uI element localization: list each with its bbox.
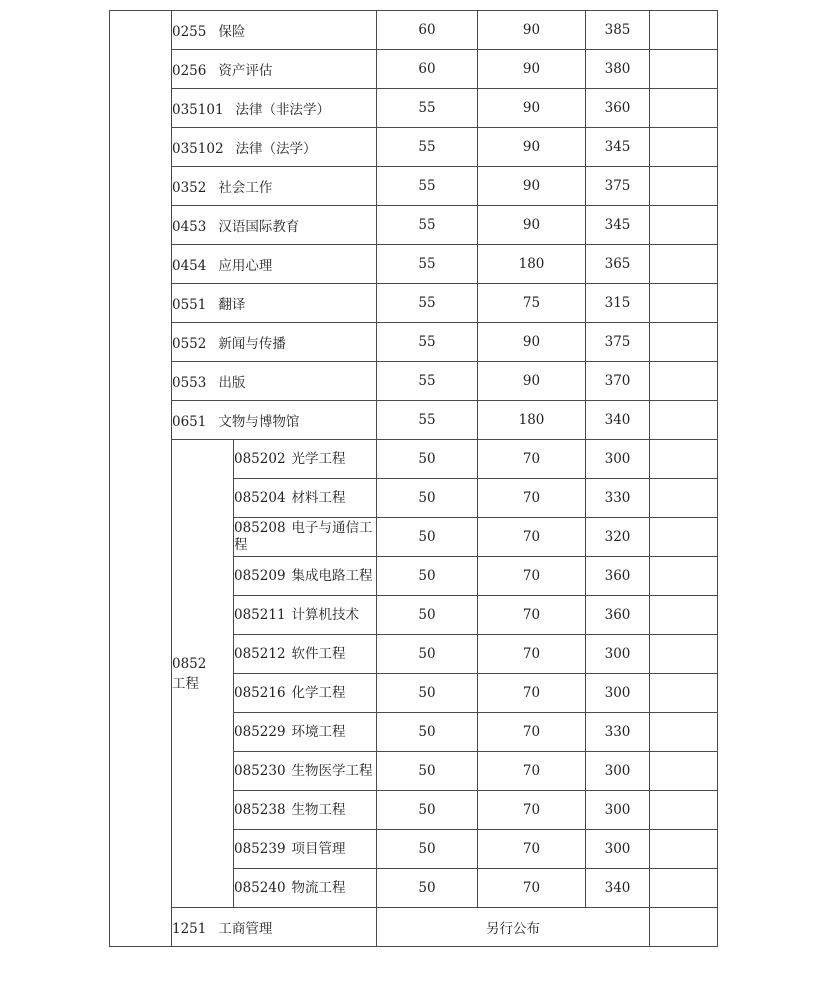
empty-cell	[650, 479, 718, 518]
table-row	[110, 284, 718, 323]
total-score: 330	[586, 713, 650, 752]
category-cell	[110, 11, 172, 947]
table-row	[110, 245, 718, 284]
subprogram-cell	[234, 635, 377, 674]
program-code: 0454	[172, 258, 207, 274]
full-subject-score: 90	[478, 323, 586, 362]
program-name: 工商管理	[218, 921, 273, 937]
subprogram-code: 085216	[234, 684, 286, 701]
subprogram-code: 085209	[234, 567, 286, 584]
group-code: 0852	[172, 655, 207, 672]
single-subject-score: 50	[377, 440, 478, 479]
subprogram-code: 085238	[234, 801, 286, 818]
empty-cell	[650, 908, 718, 947]
full-subject-score: 90	[478, 206, 586, 245]
total-score: 375	[586, 323, 650, 362]
subprogram-name: 软件工程	[291, 645, 346, 662]
single-subject-score: 55	[377, 245, 478, 284]
single-subject-score: 55	[377, 128, 478, 167]
full-subject-score: 70	[478, 713, 586, 752]
full-subject-score: 90	[478, 128, 586, 167]
subprogram-name: 电子与通信工程	[234, 520, 373, 553]
full-subject-score: 70	[478, 830, 586, 869]
group-name: 工程	[172, 675, 199, 692]
total-score: 375	[586, 167, 650, 206]
table-row	[110, 167, 718, 206]
full-subject-score: 70	[478, 674, 586, 713]
full-subject-score: 70	[478, 752, 586, 791]
empty-cell	[650, 791, 718, 830]
program-name: 文物与博物馆	[218, 414, 300, 430]
subprogram-name: 环境工程	[291, 723, 346, 740]
full-subject-score: 180	[478, 245, 586, 284]
single-subject-score: 55	[377, 89, 478, 128]
full-subject-score: 70	[478, 440, 586, 479]
subprogram-code: 085239	[234, 840, 286, 857]
total-score: 345	[586, 206, 650, 245]
program-name: 社会工作	[218, 180, 273, 196]
table-row	[110, 362, 718, 401]
total-score: 320	[586, 518, 650, 557]
subprogram-cell	[234, 518, 377, 557]
single-subject-score: 55	[377, 167, 478, 206]
subprogram-name: 生物工程	[291, 801, 346, 818]
subprogram-code: 085229	[234, 723, 286, 740]
total-score: 380	[586, 50, 650, 89]
program-cell	[172, 89, 377, 128]
program-code: 0255	[172, 24, 207, 40]
score-table	[109, 10, 718, 947]
subprogram-name: 物流工程	[291, 879, 346, 896]
table-row	[110, 128, 718, 167]
empty-cell	[650, 245, 718, 284]
empty-cell	[650, 284, 718, 323]
empty-cell	[650, 206, 718, 245]
empty-cell	[650, 596, 718, 635]
total-score: 340	[586, 401, 650, 440]
table-row	[110, 206, 718, 245]
empty-cell	[650, 362, 718, 401]
single-subject-score: 50	[377, 557, 478, 596]
total-score: 300	[586, 791, 650, 830]
empty-cell	[650, 518, 718, 557]
total-score: 300	[586, 440, 650, 479]
empty-cell	[650, 830, 718, 869]
subprogram-cell	[234, 830, 377, 869]
single-subject-score: 50	[377, 713, 478, 752]
single-subject-score: 50	[377, 518, 478, 557]
program-name: 保险	[218, 24, 246, 40]
total-score: 370	[586, 362, 650, 401]
full-subject-score: 70	[478, 596, 586, 635]
single-subject-score: 50	[377, 479, 478, 518]
subprogram-cell	[234, 440, 377, 479]
total-score: 340	[586, 869, 650, 908]
program-cell	[172, 323, 377, 362]
table-row	[110, 323, 718, 362]
empty-cell	[650, 50, 718, 89]
full-subject-score: 90	[478, 362, 586, 401]
subprogram-code: 085202	[234, 450, 286, 467]
program-name: 汉语国际教育	[218, 219, 300, 235]
full-subject-score: 70	[478, 869, 586, 908]
program-cell	[172, 245, 377, 284]
subprogram-cell	[234, 869, 377, 908]
program-cell	[172, 206, 377, 245]
program-code: 035102	[172, 141, 224, 157]
table-row	[110, 401, 718, 440]
subprogram-code: 085212	[234, 645, 286, 662]
single-subject-score: 50	[377, 752, 478, 791]
single-subject-score: 50	[377, 596, 478, 635]
empty-cell	[650, 401, 718, 440]
single-subject-score: 60	[377, 11, 478, 50]
empty-cell	[650, 128, 718, 167]
program-code: 1251	[172, 921, 207, 937]
single-subject-score: 50	[377, 869, 478, 908]
program-cell	[172, 362, 377, 401]
program-code: 0256	[172, 63, 207, 79]
program-name: 法律（非法学）	[235, 102, 331, 118]
empty-cell	[650, 440, 718, 479]
empty-cell	[650, 167, 718, 206]
subprogram-cell	[234, 596, 377, 635]
single-subject-score: 50	[377, 635, 478, 674]
full-subject-score: 180	[478, 401, 586, 440]
program-name: 资产评估	[218, 63, 273, 79]
full-subject-score: 70	[478, 557, 586, 596]
full-subject-score: 90	[478, 89, 586, 128]
subprogram-name: 化学工程	[291, 684, 346, 701]
subprogram-cell	[234, 713, 377, 752]
full-subject-score: 70	[478, 518, 586, 557]
program-code: 0552	[172, 336, 207, 352]
single-subject-score: 50	[377, 674, 478, 713]
engineering-group-cell	[172, 440, 234, 908]
subprogram-name: 集成电路工程	[291, 567, 373, 584]
subprogram-code: 085208	[234, 520, 286, 536]
program-name: 法律（法学）	[235, 141, 317, 157]
empty-cell	[650, 11, 718, 50]
announcement-note: 另行公布	[377, 908, 650, 947]
full-subject-score: 70	[478, 791, 586, 830]
program-cell	[172, 401, 377, 440]
program-code: 0352	[172, 180, 207, 196]
single-subject-score: 55	[377, 284, 478, 323]
program-name: 翻译	[218, 297, 246, 313]
program-code: 035101	[172, 102, 224, 118]
total-score: 365	[586, 245, 650, 284]
full-subject-score: 90	[478, 50, 586, 89]
program-cell	[172, 284, 377, 323]
single-subject-score: 50	[377, 791, 478, 830]
single-subject-score: 55	[377, 362, 478, 401]
subprogram-code: 085230	[234, 762, 286, 779]
single-subject-score: 55	[377, 401, 478, 440]
subprogram-code: 085204	[234, 489, 286, 506]
program-code: 0651	[172, 414, 207, 430]
empty-cell	[650, 674, 718, 713]
table-row	[110, 89, 718, 128]
empty-cell	[650, 557, 718, 596]
total-score: 300	[586, 635, 650, 674]
program-code: 0553	[172, 375, 207, 391]
table-row	[110, 50, 718, 89]
single-subject-score: 55	[377, 206, 478, 245]
subprogram-cell	[234, 791, 377, 830]
total-score: 385	[586, 11, 650, 50]
total-score: 345	[586, 128, 650, 167]
subprogram-code: 085240	[234, 879, 286, 896]
full-subject-score: 70	[478, 635, 586, 674]
program-cell	[172, 128, 377, 167]
program-cell	[172, 50, 377, 89]
program-name: 应用心理	[218, 258, 273, 274]
total-score: 315	[586, 284, 650, 323]
program-code: 0551	[172, 297, 207, 313]
subprogram-name: 光学工程	[291, 450, 346, 467]
subprogram-cell	[234, 479, 377, 518]
subprogram-name: 材料工程	[291, 489, 346, 506]
program-code: 0453	[172, 219, 207, 235]
subprogram-cell	[234, 557, 377, 596]
subprogram-name: 生物医学工程	[291, 762, 373, 779]
subprogram-code: 085211	[234, 606, 286, 623]
subprogram-name: 项目管理	[291, 840, 346, 857]
table-row	[110, 440, 718, 479]
total-score: 360	[586, 89, 650, 128]
single-subject-score: 50	[377, 830, 478, 869]
total-score: 330	[586, 479, 650, 518]
empty-cell	[650, 713, 718, 752]
empty-cell	[650, 635, 718, 674]
total-score: 300	[586, 830, 650, 869]
full-subject-score: 90	[478, 167, 586, 206]
empty-cell	[650, 752, 718, 791]
program-cell	[172, 167, 377, 206]
table-body	[110, 11, 718, 947]
full-subject-score: 75	[478, 284, 586, 323]
total-score: 360	[586, 557, 650, 596]
empty-cell	[650, 869, 718, 908]
program-cell	[172, 908, 377, 947]
full-subject-score: 90	[478, 11, 586, 50]
empty-cell	[650, 89, 718, 128]
single-subject-score: 60	[377, 50, 478, 89]
single-subject-score: 55	[377, 323, 478, 362]
subprogram-cell	[234, 752, 377, 791]
program-cell	[172, 11, 377, 50]
subprogram-cell	[234, 674, 377, 713]
program-name: 新闻与传播	[218, 336, 286, 352]
table-row	[110, 11, 718, 50]
total-score: 300	[586, 674, 650, 713]
total-score: 360	[586, 596, 650, 635]
full-subject-score: 70	[478, 479, 586, 518]
program-name: 出版	[218, 375, 246, 391]
empty-cell	[650, 323, 718, 362]
subprogram-name: 计算机技术	[291, 606, 360, 623]
table-row	[110, 908, 718, 947]
total-score: 300	[586, 752, 650, 791]
